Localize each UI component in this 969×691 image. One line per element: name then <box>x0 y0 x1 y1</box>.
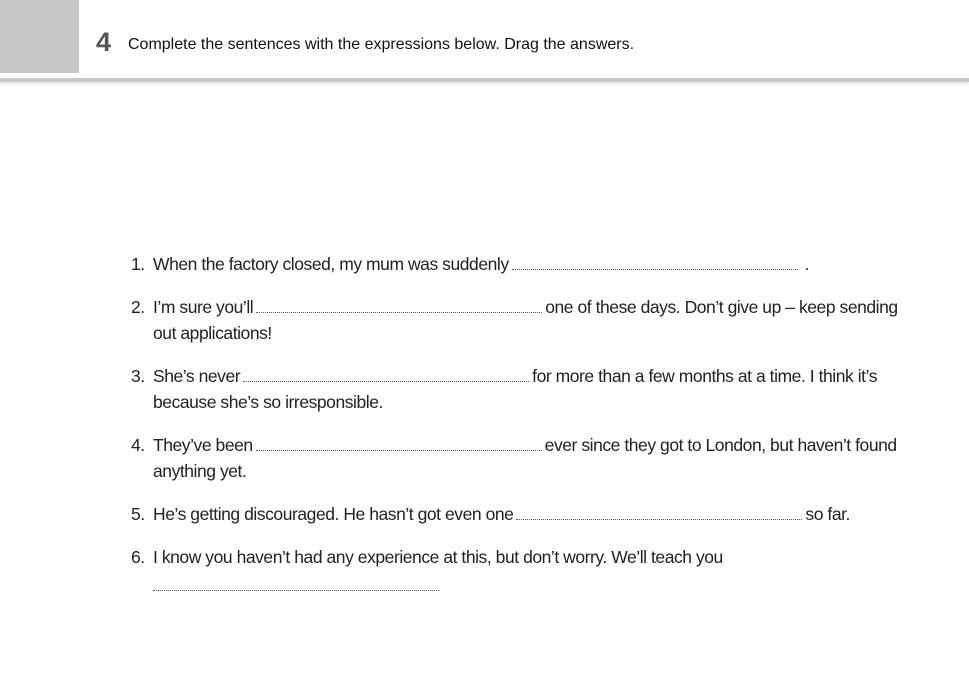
item-number: 2. <box>131 297 145 317</box>
sentence-5 <box>131 503 850 525</box>
answer-drop-zone-2[interactable] <box>256 298 542 313</box>
item-number: 3. <box>131 366 145 386</box>
sentence-6 <box>131 546 723 568</box>
exercise-number: 4 <box>96 27 112 57</box>
item-number: 1. <box>131 254 145 274</box>
sentence-text: so far. <box>805 504 850 524</box>
sentence-text: They’ve been <box>153 435 253 455</box>
item-number: 5. <box>131 504 145 524</box>
sentence-text: I’m sure you’ll <box>153 297 254 317</box>
sentence-text: . <box>804 254 810 274</box>
sentence-4 <box>131 434 897 456</box>
exercise-instruction: Complete the sentences with the expressions below. Drag the answers. <box>128 36 635 53</box>
sentence-text: one of these days. Don’t give up – keep sending <box>545 297 898 317</box>
item-number: 4. <box>131 435 145 455</box>
item-number: 6. <box>131 547 145 567</box>
sentence-2 <box>131 296 898 318</box>
sentence-text: ever since they got to London, but haven’t found <box>544 435 897 455</box>
sentence-text: I know you haven’t had any experience at this, but don’t worry. We’ll teach you <box>153 547 723 567</box>
sentence-1 <box>131 253 809 275</box>
sentence-3-continuation: because she’s so irresponsible. <box>153 392 383 412</box>
sentence-4-continuation: anything yet. <box>153 461 247 481</box>
answer-drop-zone-5[interactable] <box>516 505 802 520</box>
answer-drop-zone-3[interactable] <box>243 367 529 382</box>
sentence-6-continuation <box>153 574 442 596</box>
sentence-2-continuation: out applications! <box>153 323 272 343</box>
answer-drop-zone-1[interactable] <box>512 255 798 270</box>
sentence-text: When the factory closed, my mum was suddenly <box>153 254 509 274</box>
sentence-text: She’s never <box>153 366 241 386</box>
answer-drop-zone-4[interactable] <box>256 436 542 451</box>
header-grey-block <box>0 0 79 73</box>
sentence-text: He’s getting discouraged. He hasn’t got even one <box>153 504 514 524</box>
answer-drop-zone-6[interactable] <box>153 576 439 591</box>
sentence-text: for more than a few months at a time. I think it’s <box>532 366 877 386</box>
exercise-header <box>0 0 969 80</box>
header-divider <box>0 78 969 82</box>
sentence-3 <box>131 365 877 387</box>
